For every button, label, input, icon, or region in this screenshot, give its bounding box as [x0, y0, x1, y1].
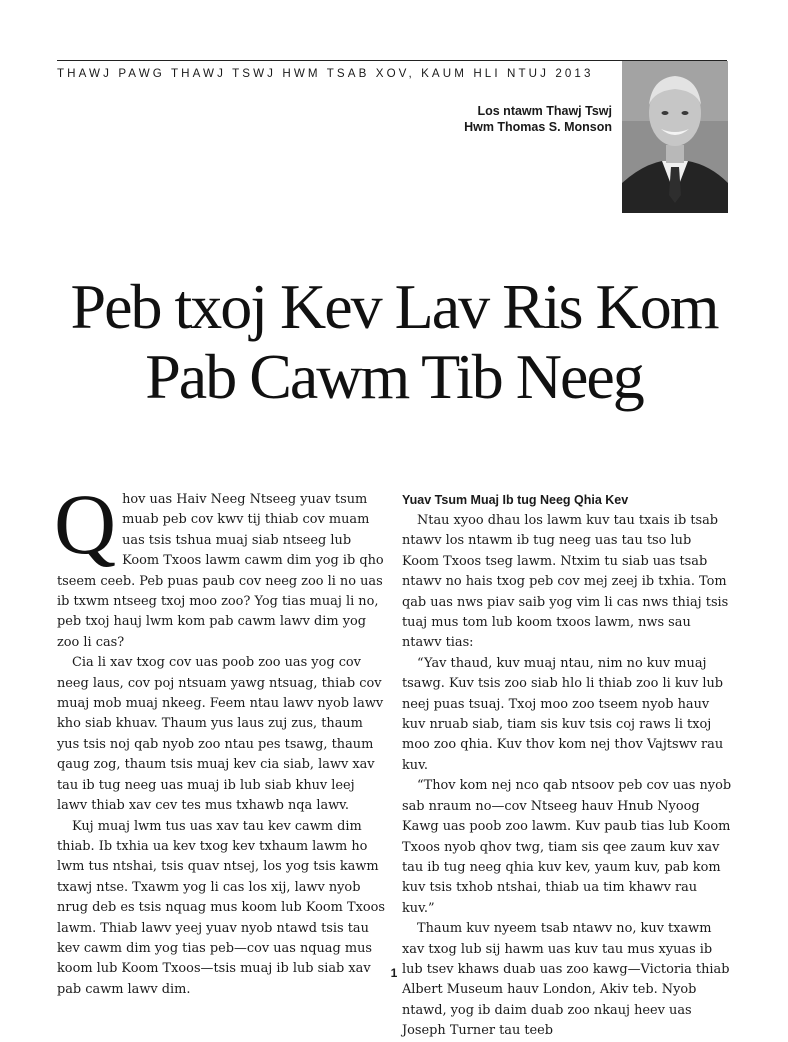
paragraph: “Thov kom nej nco qab ntsoov peb cov uas nyob sab nraum no—cov Ntseeg hauv Hnub Nyoog Kawg uas poob zoo lawm. Kuv paub tias lub Koom Txoos nyob qhov twg, tiam sis qee zaum kuv xav tau ib tug neeg qhia kuv kev, yaum kuv, pab kom kuv tsis txhob ntshai, thiab ua tim khawv rau kuv.” [402, 778, 732, 916]
byline-name: Hwm Thomas S. Monson [464, 120, 612, 134]
author-portrait [622, 61, 728, 213]
right-column [402, 490, 732, 1042]
paragraph: Thaum kuv nyeem tsab ntawv no, kuv txawm xav txog lub sij hawm uas kuv tau mus xyuas ib lub tsev khaws duab uas zoo kawg—Victoria thiab Albert Museum hauv London, Akiv teb. Nyob ntawd, yog ib daim duab zoo nkauj heev uas Joseph Turner tau teeb [402, 921, 730, 1039]
portrait-image [622, 61, 728, 213]
paragraph: hov uas Haiv Neeg Ntseeg yuav tsum muab peb cov kwv tij thiab cov muam uas tsis tshua muaj siab ntseeg lub Koom Txoos lawm cawm dim yog ib qho tseem ceeb. Peb puas paub cov neeg zoo li no uas ib txwm ntseeg txoj moo zoo? Yog tias muaj li no, peb txoj hauj lwm kom pab cawm lawv dim yog zoo li cas? [57, 492, 384, 650]
paragraph: Ntau xyoo dhau los lawm kuv tau txais ib tsab ntawv los ntawm ib tug neeg uas tau tso lub Koom Txoos tseg lawm. Ntxim tu siab uas tsab ntawv no hais txog peb cov mej zeej ib txhia. Tom qab uas nws piav saib yog vim li cas nws thiaj tsis tuaj mus tom lub koom txoos lawm, nws sau ntawv tias: [402, 513, 729, 651]
drop-cap: Q [54, 476, 117, 572]
title-line-2: Pab Cawm Tib Neeg [145, 341, 643, 412]
paragraph: “Yav thaud, kuv muaj ntau, nim no kuv muaj tsawg. Kuv tsis zoo siab hlo li thiab zoo li kuv lub neej puas tsuaj. Txoj moo zoo tseem nyob hauv kuv nruab siab, tiam sis kuv tsis coj raws li txoj moo zoo qhia. Kuv thov kom nej thov Vajtswv rau kuv. [402, 655, 724, 773]
title-line-1: Peb txoj Kev Lav Ris Kom [70, 271, 718, 342]
article-title [0, 272, 788, 412]
paragraph: Cia li xav txog cov uas poob zoo uas yog cov neeg laus, cov poj ntsuam yawg ntsuag, thiab cov muaj mob muaj nkeeg. Feem ntau lawv nyob lawv kho siab khuav. Thaum yus laus zuj zus, thaum yus tsis noj qab nyob zoo ntau pes tsawg, thaum qaug zog, thaum tsis muaj kev cia siab, lawv xav tau ib tug neeg uas muaj ib lub siab khuv leej lawv thiab xav cev tes mus txhawb nqa lawv. [57, 655, 384, 814]
page-number: 1 [390, 966, 398, 980]
byline [464, 103, 612, 135]
running-head: THAWJ PAWG THAWJ TSWJ HWM TSAB XOV, KAUM HLI NTUJ 2013 [57, 67, 594, 80]
section-subheading: Yuav Tsum Muaj Ib tug Neeg Qhia Kev [402, 493, 629, 507]
byline-role: Los ntawm Thawj Tswj [477, 104, 612, 118]
paragraph: Kuj muaj lwm tus uas xav tau kev cawm dim thiab. Ib txhia ua kev txog kev txhaum lawm ho lwm tus ntshai, tsis quav ntsej, los yog tsis kawm txawj ntse. Txawm yog li cas los xij, lawv nyob nrug deb es tsis nquag mus koom lub Koom Txoos lawm. Thiab lawv yeej yuav nyob ntawd tsis tau kev cawm dim yog tias peb—cov uas nquag mus koom lub Koom Txoos—tsis muaj ib lub siab xav pab cawm lawv dim. [57, 818, 386, 997]
left-column [54, 476, 387, 1000]
